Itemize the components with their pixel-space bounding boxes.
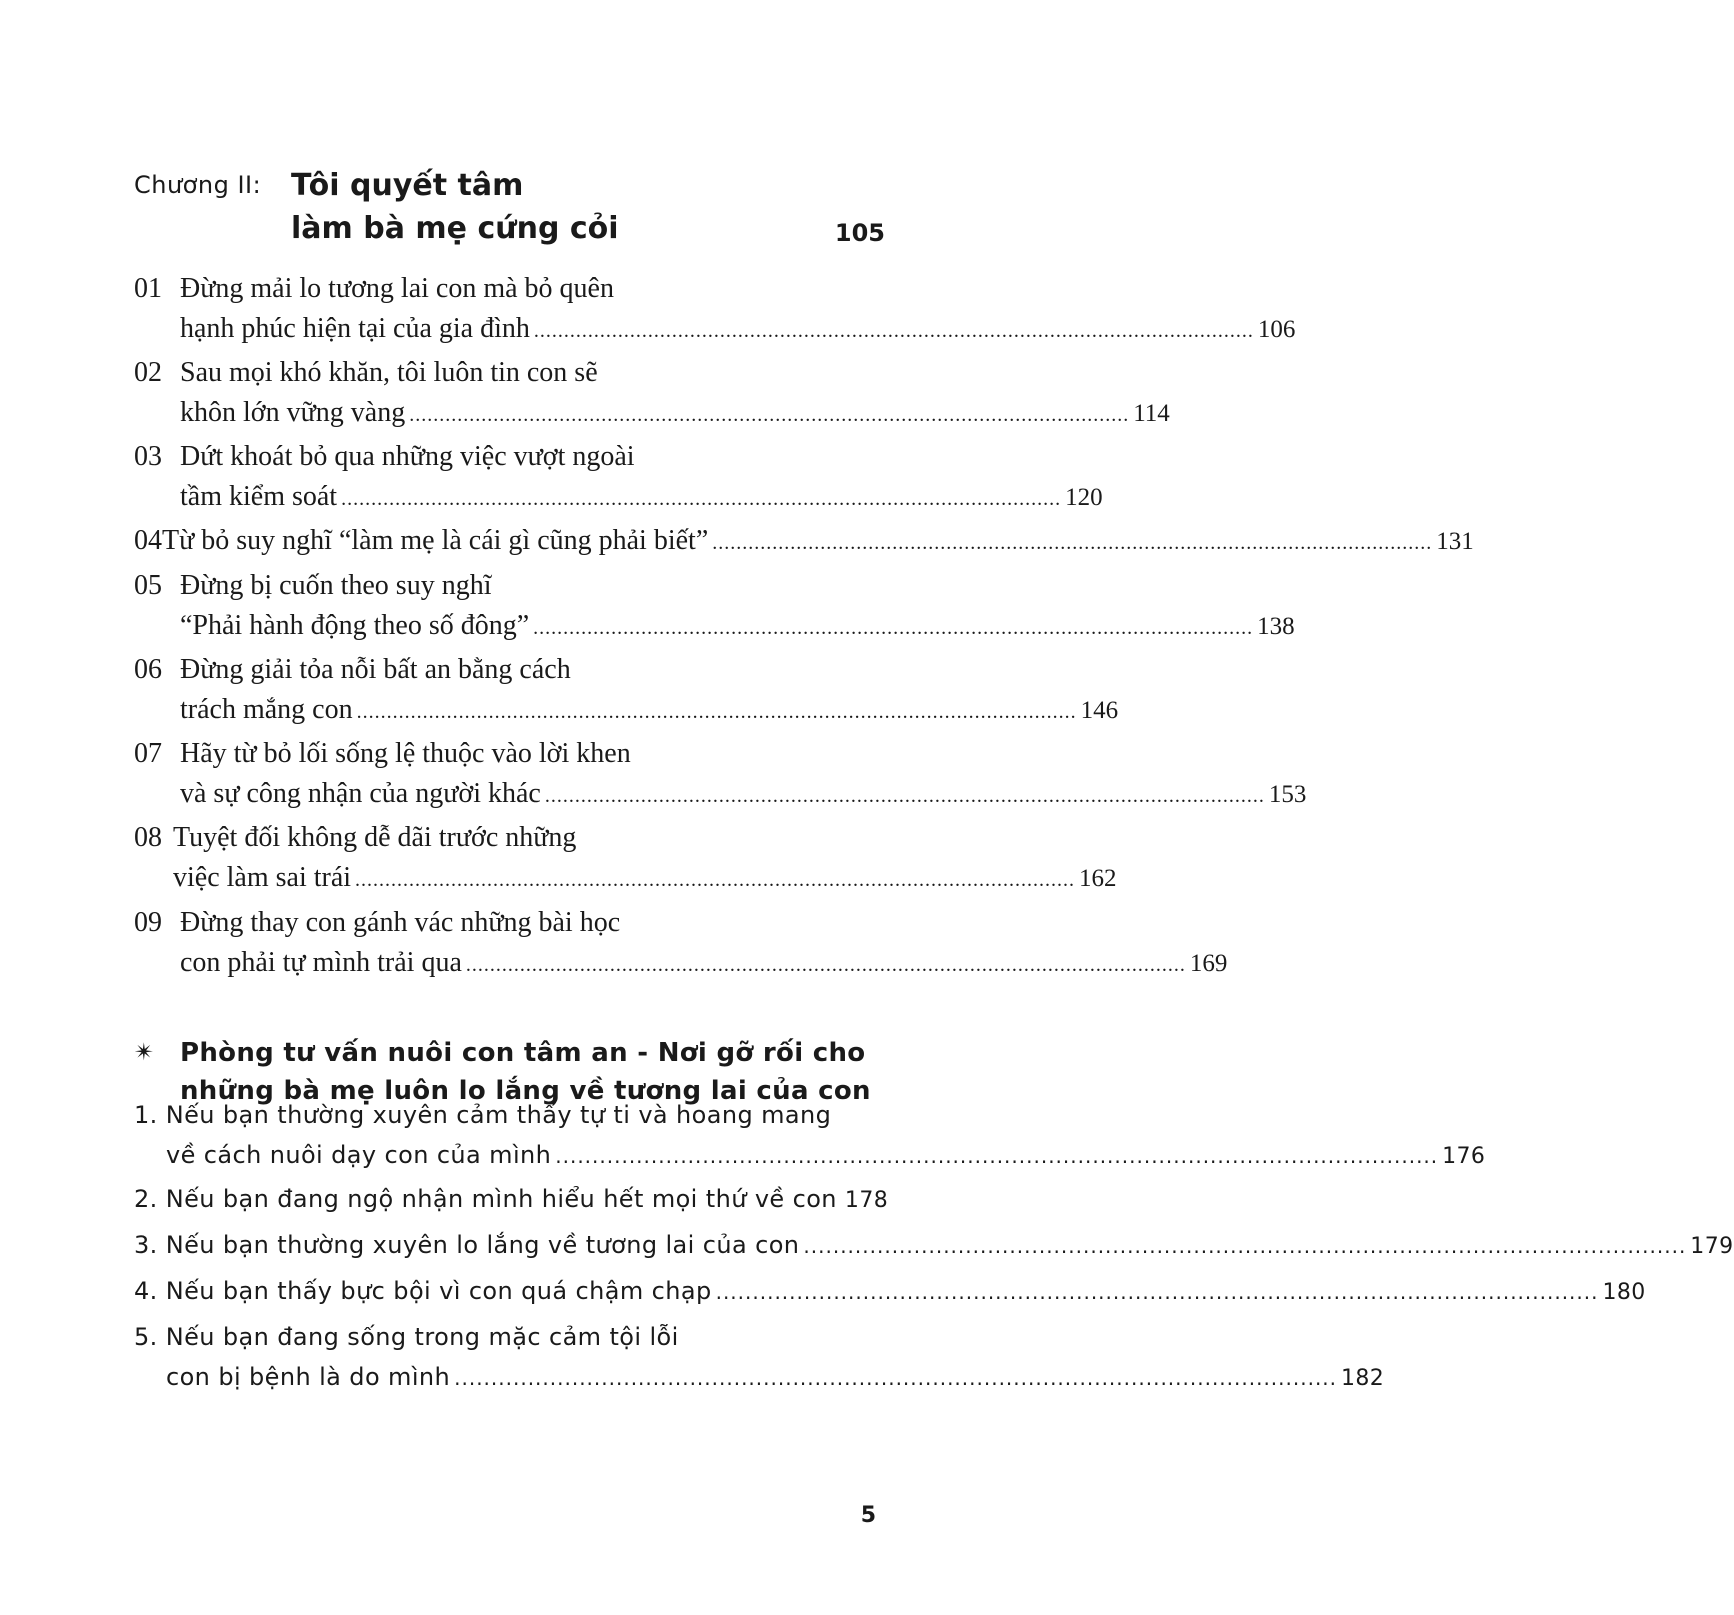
item-page-number: 182 xyxy=(1341,1366,1385,1391)
entry-page-number: 153 xyxy=(1268,781,1307,808)
entry-title-line2: con phải tự mình trải qua xyxy=(180,947,462,978)
item-number: 4. xyxy=(134,1277,158,1305)
item-number: 2. xyxy=(134,1185,158,1213)
item-title-line1: Nếu bạn thấy bực bội vì con quá chậm chạp xyxy=(165,1277,712,1305)
section-item-5[interactable] xyxy=(134,1317,1385,1397)
entry-title-line1: Đừng giải tỏa nỗi bất an bằng cách xyxy=(180,654,571,685)
toc-entry-04[interactable] xyxy=(134,521,1474,561)
entry-number: 04 xyxy=(134,525,162,556)
toc-entry-02[interactable] xyxy=(134,353,1170,433)
item-number: 3. xyxy=(134,1231,158,1259)
toc-entry-09[interactable] xyxy=(134,903,1228,983)
dot-leader: ........................................................................................................................ xyxy=(555,1144,1439,1168)
toc-entry-08[interactable] xyxy=(134,818,1117,898)
entry-title-line2: hạnh phúc hiện tại của gia đình xyxy=(180,313,530,344)
entry-title-line1: Sau mọi khó khăn, tôi luôn tin con sẽ xyxy=(180,357,598,388)
entry-number: 07 xyxy=(134,738,162,769)
item-title-line2: về cách nuôi dạy con của mình xyxy=(166,1141,552,1169)
chapter-page-number: 105 xyxy=(834,219,885,247)
chapter-title-line1: Tôi quyết tâm xyxy=(291,168,524,203)
entry-title-line1: Đừng thay con gánh vác những bài học xyxy=(180,907,621,938)
entry-title-line1: Hãy từ bỏ lối sống lệ thuộc vào lời khen xyxy=(180,738,631,769)
item-number: 5. xyxy=(134,1323,158,1351)
item-title-line1: Nếu bạn đang sống trong mặc cảm tội lỗi xyxy=(165,1323,679,1351)
item-title-line1: Nếu bạn đang ngộ nhận mình hiểu hết mọi thứ về con xyxy=(165,1185,837,1213)
dot-leader: ........................................................................................................................ xyxy=(715,1280,1599,1304)
toc-entry-05[interactable] xyxy=(134,566,1295,646)
toc-entry-06[interactable] xyxy=(134,650,1119,730)
entry-page-number: 131 xyxy=(1436,528,1474,555)
entry-number: 05 xyxy=(134,570,162,601)
page-number: 5 xyxy=(860,1503,876,1528)
entry-title-line1: Đừng mải lo tương lai con mà bỏ quên xyxy=(180,273,614,304)
entry-number: 01 xyxy=(134,273,162,304)
dot-leader: ........................................................................................................................ xyxy=(544,785,1265,807)
section-title-line2: những bà mẹ luôn lo lắng về tương lai của con xyxy=(180,1076,871,1106)
dot-leader: ........................................................................................................................ xyxy=(454,1366,1338,1390)
item-number: 1. xyxy=(134,1101,158,1129)
section-item-3[interactable] xyxy=(134,1225,1734,1265)
chapter-title-line2: làm bà mẹ cứng cỏi xyxy=(291,211,619,246)
entry-title-line2: việc làm sai trái xyxy=(173,862,352,893)
entry-title-line2: và sự công nhận của người khác xyxy=(180,778,541,809)
chapter-label: Chương II: xyxy=(134,171,262,199)
section-item-4[interactable] xyxy=(134,1271,1646,1311)
dot-leader: ........................................................................................................................ xyxy=(409,404,1130,426)
entry-number: 03 xyxy=(134,441,162,472)
entry-number: 09 xyxy=(134,907,162,938)
entry-title-line2: tầm kiểm soát xyxy=(180,481,338,512)
toc-entry-01[interactable] xyxy=(134,269,1296,349)
item-title-line1: Nếu bạn thường xuyên cảm thấy tự ti và hoang mang xyxy=(165,1101,832,1129)
dot-leader: ........................................................................................................................ xyxy=(341,488,1062,510)
entry-page-number: 106 xyxy=(1257,316,1296,343)
entry-page-number: 114 xyxy=(1133,400,1170,427)
dot-leader: ........................................................................................................................ xyxy=(533,320,1254,342)
item-page-number: 180 xyxy=(1602,1280,1646,1305)
section-item-1[interactable] xyxy=(134,1095,1486,1175)
entry-title-line1: Dứt khoát bỏ qua những việc vượt ngoài xyxy=(180,441,635,472)
dot-leader: ........................................................................................................................ xyxy=(465,954,1186,976)
entry-title-line2: trách mắng con xyxy=(180,694,353,725)
item-title-line1: Nếu bạn thường xuyên lo lắng về tương lai của con xyxy=(165,1231,800,1259)
entry-page-number: 120 xyxy=(1065,484,1103,511)
dot-leader: ........................................................................................................................ xyxy=(355,869,1076,891)
dot-leader: ........................................................................................................................ xyxy=(356,701,1077,723)
entry-page-number: 146 xyxy=(1080,697,1119,724)
entry-number: 02 xyxy=(134,357,162,388)
entry-page-number: 138 xyxy=(1257,613,1295,640)
entry-title-line2: khôn lớn vững vàng xyxy=(180,397,406,428)
entry-title-line1: Tuyệt đối không dễ dãi trước những xyxy=(173,822,577,853)
toc-entry-07[interactable] xyxy=(134,734,1307,814)
item-page-number: 178 xyxy=(844,1188,889,1213)
section-title-line1: Phòng tư vấn nuôi con tâm an - Nơi gỡ rối cho xyxy=(180,1038,866,1068)
toc-entry-03[interactable] xyxy=(134,437,1103,517)
dot-leader: ........................................................................................................................ xyxy=(803,1234,1687,1258)
entry-number: 08 xyxy=(134,822,162,853)
entry-page-number: 162 xyxy=(1079,865,1117,892)
entry-title-line1: Từ bỏ suy nghĩ “làm mẹ là cái gì cũng phải biết” xyxy=(162,525,709,556)
entry-number: 06 xyxy=(134,654,162,685)
entry-title-line2: “Phải hành động theo số đông” xyxy=(180,610,530,641)
dot-leader: ........................................................................................................................ xyxy=(712,532,1433,554)
entry-title-line1: Đừng bị cuốn theo suy nghĩ xyxy=(180,570,492,601)
item-page-number: 179 xyxy=(1690,1234,1734,1259)
star-bullet-icon: ✴ xyxy=(134,1038,155,1066)
dot-leader: ........................................................................................................................ xyxy=(533,617,1254,639)
entry-page-number: 169 xyxy=(1189,950,1228,977)
item-title-line2: con bị bệnh là do mình xyxy=(166,1363,451,1391)
section-item-2[interactable] xyxy=(134,1179,889,1219)
item-page-number: 176 xyxy=(1442,1144,1486,1169)
